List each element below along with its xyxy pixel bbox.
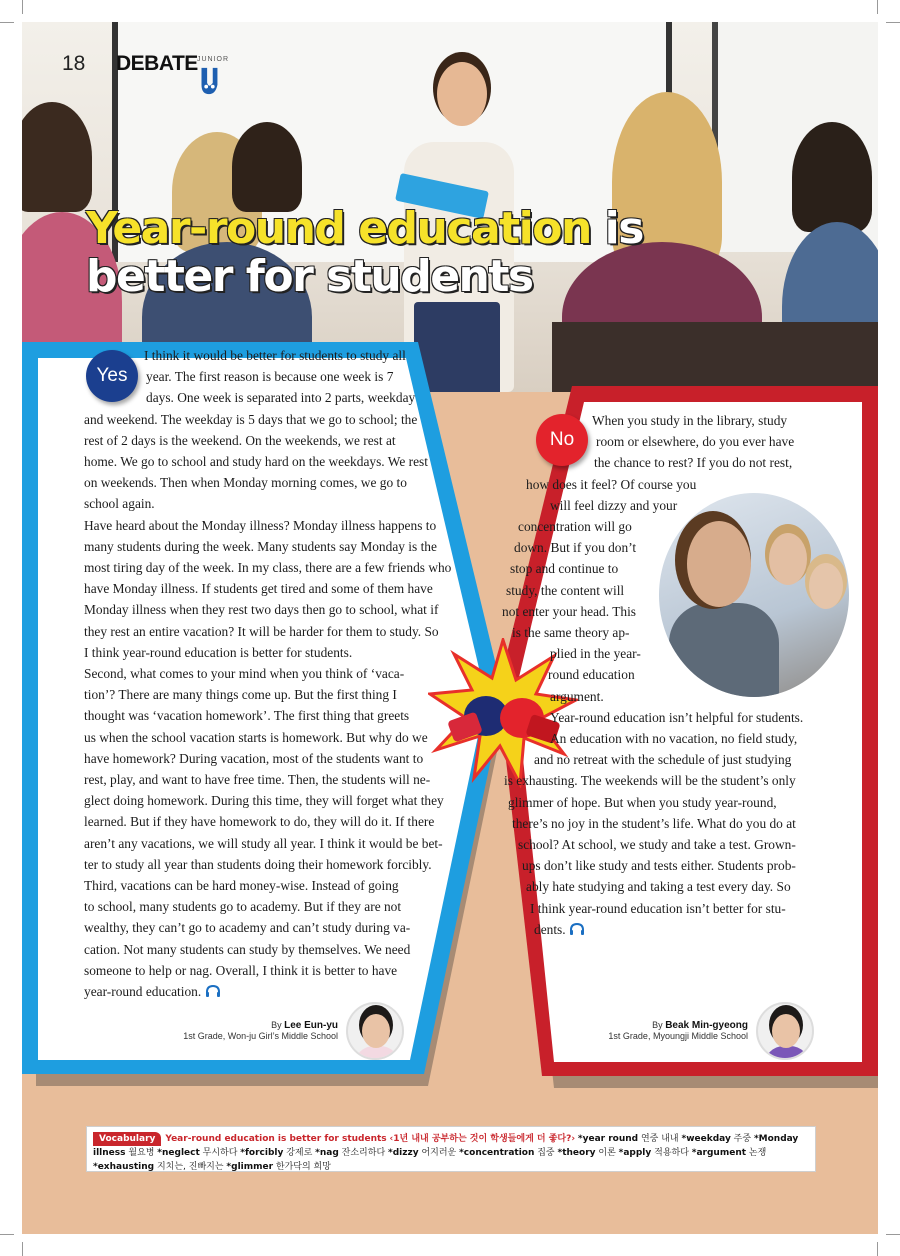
yes-text-line: Monday illness when they rest two days then go to school, what if: [84, 602, 439, 618]
no-text-line: and no retreat with the schedule of just studying: [534, 752, 792, 768]
yes-byline: [180, 1020, 338, 1042]
student-head: [22, 102, 92, 212]
no-text-line: ably hate studying and taking a test every day. So: [526, 879, 791, 895]
author-avatar: [346, 1002, 404, 1060]
yes-text-line: I think it would be better for students to study all: [144, 348, 406, 363]
no-text-line: room or elsewhere, do you ever have: [596, 434, 795, 450]
yes-text-line: learned. But if they have homework to do, they will do it. If there: [84, 814, 435, 830]
yes-badge: Yes: [86, 350, 138, 402]
trim-mark: [886, 22, 900, 23]
no-text-line: study, the content will: [506, 582, 625, 598]
vocab-term: *year round: [577, 1134, 639, 1144]
byline-by: By: [271, 1020, 282, 1030]
junior-tag: JUNIOR: [197, 56, 230, 63]
no-text-line: not enter your head. This: [502, 603, 636, 619]
no-text-line: I think year-round education isn’t better for stu-: [530, 900, 786, 916]
vocab-meaning: 주중: [730, 1134, 754, 1144]
article-title: [86, 205, 643, 301]
yes-text-line: I think year-round education is better for students.: [84, 644, 353, 660]
vocab-term: *apply: [618, 1148, 652, 1158]
no-text-line: glimmer of hope. But when you study year-round,: [508, 794, 777, 810]
yes-text-line: school again.: [84, 496, 155, 512]
yes-text-line: and weekend. The weekday is 5 days that we go to school; the: [84, 411, 418, 427]
vocab-meaning: 한가닥의 희망: [273, 1162, 331, 1172]
yes-text-line: ter to study all year than students doing their homework forcibly.: [84, 856, 432, 872]
vocab-term: *neglect: [157, 1148, 200, 1158]
title-highlight: Year-round education: [86, 203, 591, 254]
no-text-line: round education: [548, 667, 635, 683]
yes-text-line: rest, play, and want to have free time. Then, the students will ne-: [84, 772, 431, 788]
yes-text-line: tion’? There are many things come up. But the first thing I: [84, 687, 397, 703]
trim-mark: [0, 22, 14, 23]
photo-figure: [809, 563, 843, 609]
no-argument-text: [500, 410, 803, 940]
yes-text-line: Second, what comes to your mind when you think of ‘vaca-: [84, 666, 405, 682]
title-line1-rest: is: [590, 203, 643, 254]
yes-text-line: glect doing homework. During this time, they will forget what they: [84, 793, 444, 809]
page-number: 18: [62, 52, 86, 75]
vocab-meaning: 집중: [534, 1148, 558, 1158]
vocab-term: *glimmer: [226, 1162, 274, 1172]
yes-text-line: us when the school vacation starts is homework. But why do we: [84, 729, 428, 745]
avatar-face: [362, 1014, 390, 1048]
yes-text-line: most tiring day of the week. In my class, there are a few friends who: [84, 560, 452, 576]
yes-text-line: to school, many students go to academy. But if they are not: [84, 899, 402, 915]
avatar-face: [772, 1014, 800, 1048]
yes-text-line: many students during the week. Many students say Monday is the: [84, 538, 437, 554]
no-text-line: When you study in the library, study: [592, 413, 788, 428]
vocab-term: *weekday: [681, 1134, 731, 1144]
no-text-line: the chance to rest? If you do not rest,: [594, 455, 793, 471]
no-text-line: Year-round education isn’t helpful for students.: [550, 709, 804, 725]
audio-headphone-icon[interactable]: [569, 923, 585, 935]
vocab-meaning: 무시하다: [199, 1148, 241, 1158]
vocab-meaning: 논쟁: [746, 1148, 767, 1158]
avatar-shirt: [354, 1046, 400, 1060]
no-byline: [600, 1020, 748, 1042]
vocabulary-title: Year-round education is better for students: [165, 1134, 387, 1144]
yes-text-line: Third, vacations can be hard money-wise. Instead of going: [84, 878, 399, 894]
vocabulary-box: [86, 1126, 816, 1172]
no-text-line: is the same theory ap-: [512, 625, 630, 641]
vocab-meaning: 지치는, 진빠지는: [154, 1162, 227, 1172]
yes-text-line: year-round education.: [84, 981, 451, 1002]
vocab-term: *concentration: [459, 1148, 535, 1158]
yes-text-line: days. One week is separated into 2 parts, weekday: [146, 390, 416, 406]
trim-mark: [886, 1234, 900, 1235]
yes-text-line: have Monday illness. If students get tired and some of them have: [84, 581, 433, 597]
byline-by: By: [652, 1020, 663, 1030]
vocab-meaning: 이론: [595, 1148, 619, 1158]
trim-mark: [877, 1242, 878, 1256]
no-text-line: argument.: [550, 688, 604, 704]
yes-argument-text: [84, 345, 451, 1002]
no-badge: No: [536, 414, 588, 466]
author-school: 1st Grade, Myoungji Middle School: [608, 1031, 748, 1041]
yes-text-line: aren’t any vacations, we will study all year. I think it would be bet-: [84, 835, 443, 851]
no-text-line: is exhausting. The weekends will be the student’s only: [504, 773, 796, 789]
yes-text-line: on weekends. Then when Monday morning comes, we go to: [84, 475, 407, 491]
yes-text-line: thought was ‘vacation homework’. The first thing that greets: [84, 708, 410, 724]
yes-text-line: they rest an entire vacation? It will be harder for them to study. So: [84, 623, 439, 639]
trim-mark: [22, 1242, 23, 1256]
author-name: Lee Eun-yu: [284, 1020, 338, 1031]
avatar-shirt: [764, 1046, 810, 1060]
vocab-term: *dizzy: [388, 1148, 419, 1158]
vocab-term: *nag: [315, 1148, 339, 1158]
yes-text-line: home. We go to school and study hard on the weekdays. We rest: [84, 454, 428, 470]
author-avatar: [756, 1002, 814, 1060]
vocab-meaning: 적용하다: [651, 1148, 692, 1158]
vocab-meaning: 강제로: [283, 1148, 316, 1158]
teacher-head: [437, 62, 487, 126]
no-text-line: there’s no joy in the student’s life. What do you do at: [512, 815, 796, 831]
trim-mark: [22, 0, 23, 14]
author-school: 1st Grade, Won-ju Girl’s Middle School: [183, 1031, 338, 1041]
no-text-line: will feel dizzy and your: [550, 497, 678, 513]
vocab-term: *argument: [691, 1148, 747, 1158]
no-text-line: school? At school, we study and take a test. Grown-: [518, 837, 796, 853]
vocab-term: *Monday illness: [93, 1134, 799, 1158]
section-title: DEBATE: [116, 52, 198, 75]
vocab-meaning: 월요병: [125, 1148, 158, 1158]
no-text-line: plied in the year-: [550, 646, 641, 662]
no-text-line: dents.: [500, 919, 803, 940]
title-line2: better for students: [86, 251, 533, 302]
vocab-term: *theory: [557, 1148, 596, 1158]
no-text-line: concentration will go: [518, 519, 632, 535]
yes-text-line: cation. Not many students can study by themselves. We need: [84, 941, 411, 957]
no-text-line: An education with no vacation, no field study,: [550, 731, 798, 747]
vocab-term: *exhausting: [93, 1162, 155, 1172]
vocabulary-title-korean: ‹1년 내내 공부하는 것이 학생들에게 더 좋다?›: [389, 1134, 576, 1144]
yes-text-line: wealthy, they can’t go to academy and can’t study during va-: [84, 920, 411, 936]
no-text-line: how does it feel? Of course you: [526, 476, 697, 492]
trim-mark: [0, 1234, 14, 1235]
vocab-meaning: 잔소리하다: [338, 1148, 389, 1158]
vocabulary-label: Vocabulary: [93, 1132, 161, 1146]
no-text-line: ups don’t like study and tests either. Students prob-: [522, 858, 796, 874]
yes-text-line: rest of 2 days is the weekend. On the weekends, we rest at: [84, 432, 396, 448]
student-head: [792, 122, 872, 232]
trim-mark: [877, 0, 878, 14]
no-text-line: stop and continue to: [510, 561, 619, 577]
junior-mascot-icon: [198, 66, 220, 96]
yes-text-line: have homework? During vacation, most of the students want to: [84, 750, 424, 766]
vocab-meaning: 어지러운: [418, 1148, 460, 1158]
yes-text-line: Have heard about the Monday illness? Monday illness happens to: [84, 517, 437, 533]
vocab-meaning: 연중 내내: [638, 1134, 682, 1144]
author-name: Beak Min-gyeong: [665, 1020, 748, 1031]
no-text-line: down. But if you don’t: [514, 540, 637, 556]
audio-headphone-icon[interactable]: [205, 985, 221, 997]
student-head: [232, 122, 302, 212]
yes-text-line: year. The first reason is because one week is 7: [146, 369, 394, 385]
vocab-term: *forcibly: [240, 1148, 284, 1158]
yes-text-line: someone to help or nag. Overall, I think it is better to have: [84, 962, 398, 978]
